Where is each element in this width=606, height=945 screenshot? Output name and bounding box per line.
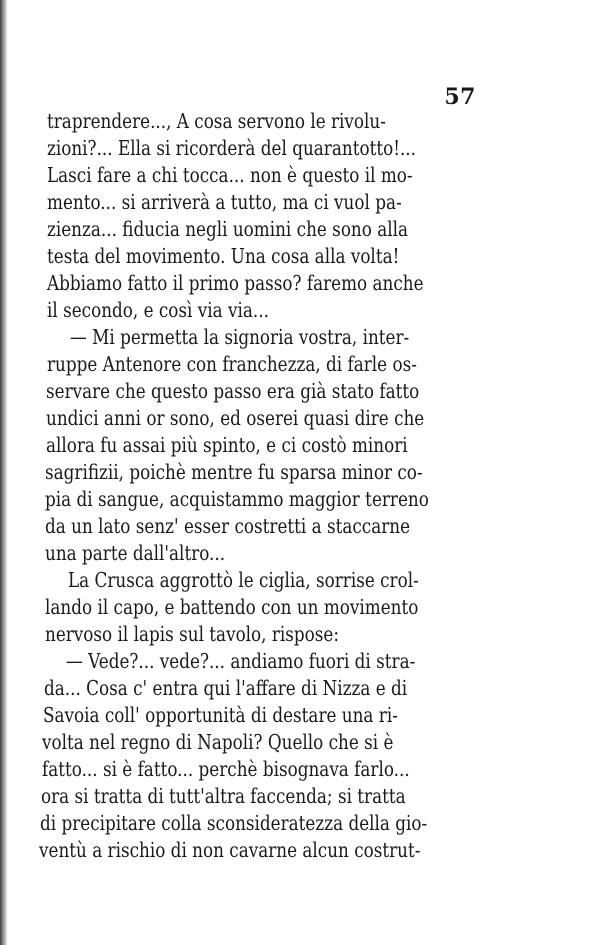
text-line: mento... si arriverà a tutto, ma ci vuol pa- (47, 190, 402, 214)
text-line: traprendere..., A cosa servono le rivolu- (47, 109, 386, 133)
text-line: pia di sangue, acquistammo maggior terreno (45, 487, 429, 511)
text-line: servare che questo passo era già stato fatto (46, 379, 420, 403)
text-line: fatto... si è fatto... perchè bisognava farlo... (42, 757, 410, 781)
text-line: ora si tratta di tutt'altra faccenda; si tratta (41, 784, 406, 808)
text-line: zienza... fiducia negli uomini che sono alla (47, 217, 409, 241)
text-line: il secondo, e così via via... (47, 298, 269, 322)
text-line: Lasci fare a chi tocca... non è questo il mo- (47, 163, 413, 187)
text-line: allora fu assai più spinto, e ci costò minori (46, 433, 408, 457)
text-line: nervoso il lapis sul tavolo, rispose: (45, 622, 340, 646)
text-line: una parte dall'altro... (45, 541, 226, 565)
text-line: volta nel regno di Napoli? Quello che si è (42, 730, 394, 754)
text-line: zioni?... Ella si ricorderà del quarantotto!... (47, 136, 416, 160)
body-text (0, 108, 606, 898)
text-line: ventù a rischio di non cavarne alcun costrut- (39, 838, 421, 862)
text-line: ruppe Antenore con franchezza, di farle os- (47, 352, 417, 376)
text-line: testa del movimento. Una cosa alla volta! (47, 244, 400, 268)
text-line: Savoia coll' opportunità di destare una ri- (43, 703, 398, 727)
text-line: — Vede?... vede?... andiamo fuori di stra- (66, 649, 416, 673)
page-number: 57 (444, 84, 476, 110)
text-line: da... Cosa c' entra qui l'affare di Nizza e di (44, 676, 408, 700)
text-line: lando il capo, e battendo con un movimento (45, 595, 419, 619)
text-line: La Crusca aggrottò le ciglia, sorrise crol- (68, 568, 419, 592)
text-line: — Mi permetta la signoria vostra, inter- (70, 325, 410, 349)
text-line: sagrifizii, poichè mentre fu sparsa minor co- (45, 460, 423, 484)
text-line: undici anni or sono, ed oserei quasi dire che (46, 406, 425, 430)
text-line: Abbiamo fatto il primo passo? faremo anche (47, 271, 424, 295)
text-line: da un lato senz' esser costretti a staccarne (45, 514, 411, 538)
text-line: di precipitare colla sconsideratezza della gio- (40, 811, 428, 835)
